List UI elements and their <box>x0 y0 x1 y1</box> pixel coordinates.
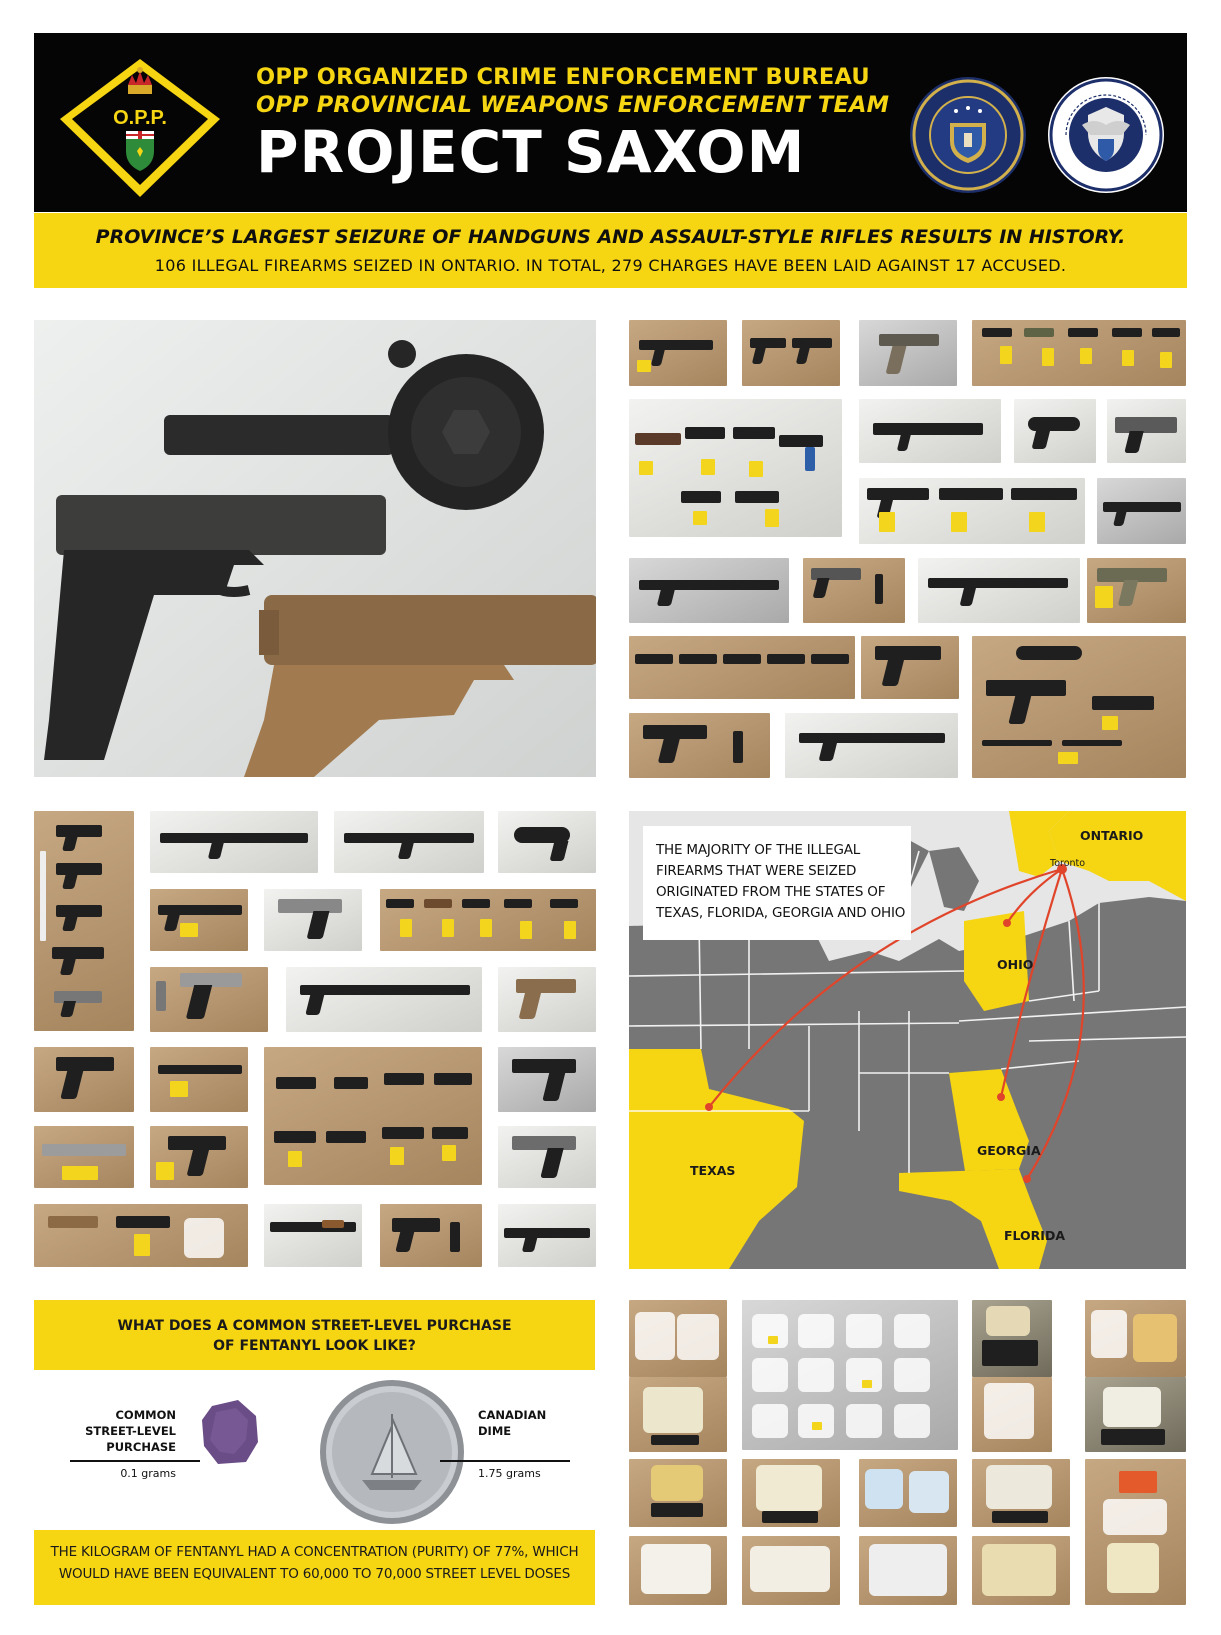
photo-seized-ar-rifle <box>918 558 1080 623</box>
fentanyl-footer-line: WOULD HAVE BEEN EQUIVALENT TO 60,000 TO 70,000 STREET LEVEL DOSES <box>58 1566 571 1582</box>
photo-seized-handgun-olive <box>1087 558 1186 623</box>
photo-seized-shotgun <box>498 1204 596 1267</box>
photo-seized-handgun-mag <box>629 713 770 778</box>
photo-seized-yellow-substance <box>629 1459 727 1527</box>
photo-seized-handguns-group <box>629 399 842 537</box>
photo-seized-powder-scale <box>1085 1377 1186 1452</box>
photo-seized-handgun-stainless <box>34 1126 134 1188</box>
photo-seized-handgun-black <box>34 1047 134 1112</box>
canadian-dime-image <box>318 1378 466 1526</box>
photo-seized-handgun-silver-slide <box>150 967 268 1032</box>
svg-text:O.P.P.: O.P.P. <box>113 107 167 129</box>
photo-seized-smg <box>859 399 1001 463</box>
banner-subline: 106 ILLEGAL FIREARMS SEIZED IN ONTARIO. IN TOTAL, 279 CHARGES HAVE BEEN LAID AGAINST 17 ACCUSED. <box>154 256 1067 275</box>
photo-seized-powder-array <box>742 1300 958 1450</box>
photo-seized-revolver <box>1014 399 1096 463</box>
photo-seized-handguns-three <box>859 478 1085 544</box>
photo-seized-handgun-silver <box>1107 399 1186 463</box>
photo-seized-rifle-suppressed <box>150 811 318 873</box>
photo-seized-handguns-row <box>380 889 596 951</box>
map-callout-line: TEXAS, FLORIDA, GEORGIA AND OHIO <box>656 905 906 921</box>
fentanyl-right-label: CANADIAN <box>478 1408 547 1422</box>
hsi-seal-logo <box>1046 75 1166 195</box>
photo-seized-smg-wood <box>150 889 248 951</box>
photo-seized-rifle-short <box>1097 478 1186 544</box>
photo-seized-handgun <box>859 320 957 386</box>
photo-seized-handgun-two-tone <box>264 889 362 951</box>
fentanyl-right-rule <box>440 1460 570 1462</box>
fentanyl-left-label: COMMON <box>115 1408 176 1422</box>
photo-seized-handguns-column <box>34 811 134 1031</box>
map-callout-line: FIREARMS THAT WERE SEIZED <box>656 863 857 879</box>
header-line-team: OPP PROVINCIAL WEAPONS ENFORCEMENT TEAM <box>256 92 890 118</box>
map-label-texas: TEXAS <box>690 1163 736 1178</box>
photo-seized-ak-rifle <box>264 1204 362 1267</box>
photo-seized-handguns-tagged <box>972 320 1186 386</box>
map-label-ohio: OHIO <box>997 957 1034 972</box>
fentanyl-footer-line: THE KILOGRAM OF FENTANYL HAD A CONCENTRATION (PURITY) OF 77%, WHICH <box>50 1544 579 1560</box>
fentanyl-left-label: STREET-LEVEL <box>85 1424 176 1438</box>
photo-seized-handgun-compact <box>150 1126 248 1188</box>
photo-seized-assault-rifle <box>629 558 789 623</box>
fentanyl-title-line: OF FENTANYL LOOK LIKE? <box>213 1338 416 1354</box>
photo-seized-rifle <box>629 320 727 386</box>
photo-seized-yellow-bag <box>972 1536 1070 1605</box>
photo-seized-handguns <box>742 320 840 386</box>
photo-seized-powder-pile <box>629 1536 727 1605</box>
photo-seized-handguns-grid <box>264 1047 482 1185</box>
map-callout-line: ORIGINATED FROM THE STATES OF <box>656 884 886 900</box>
photo-seized-handgun-grey <box>498 1047 596 1112</box>
photo-seized-pills-packs <box>1085 1459 1186 1605</box>
opp-badge-logo <box>56 55 224 201</box>
photo-seized-tray-powder <box>742 1536 840 1605</box>
photo-seized-handguns-five <box>629 636 855 699</box>
map-label-toronto: Toronto <box>1050 858 1086 869</box>
photo-seized-pills-bag <box>972 1377 1052 1452</box>
photo-seized-bag-labeled <box>859 1536 957 1605</box>
photo-seized-blue-bags <box>859 1459 957 1527</box>
photo-seized-pills-bags <box>1085 1300 1186 1377</box>
fentanyl-right-weight: 1.75 grams <box>478 1467 541 1480</box>
photo-seized-white-lump <box>742 1459 840 1527</box>
photo-seized-sks-rifle <box>286 967 482 1032</box>
banner-headline: PROVINCE’S LARGEST SEIZURE OF HANDGUNS AND ASSAULT-STYLE RIFLES RESULTS IN HISTORY. <box>95 226 1126 248</box>
photo-seized-powder-bags <box>629 1300 727 1377</box>
photo-seized-powder-brick <box>629 1377 727 1452</box>
photo-seized-labeled-lump <box>972 1459 1070 1527</box>
photo-seized-handgun-mag-2 <box>380 1204 482 1267</box>
fentanyl-left-weight: 0.1 grams <box>120 1467 176 1480</box>
photo-seized-scale-powder <box>972 1300 1052 1377</box>
photo-seized-smg-small <box>150 1047 248 1112</box>
photo-seized-handgun-tan <box>498 967 596 1032</box>
photo-seized-handgun-large <box>861 636 959 699</box>
fentanyl-sample-image <box>198 1398 262 1468</box>
photo-seized-revolver-2 <box>498 811 596 873</box>
photo-seized-handgun-silver-2 <box>498 1126 596 1188</box>
page-title: PROJECT SAXOM <box>256 118 806 186</box>
map-label-florida: FLORIDA <box>1004 1228 1066 1243</box>
map-label-ontario: ONTARIO <box>1080 828 1144 843</box>
map-callout-line: THE MAJORITY OF THE ILLEGAL <box>656 842 861 858</box>
photo-seized-tactical-rifle <box>334 811 484 873</box>
map-label-georgia: GEORGIA <box>977 1143 1041 1158</box>
atf-seal-logo <box>908 75 1028 195</box>
header-line-bureau: OPP ORGANIZED CRIME ENFORCEMENT BUREAU <box>256 64 870 90</box>
fentanyl-right-label: DIME <box>478 1424 512 1438</box>
photo-seized-handguns-bag <box>34 1204 248 1267</box>
fentanyl-left-rule <box>70 1460 200 1462</box>
photo-seized-ar-pistol <box>785 713 958 778</box>
photo-seized-smg-suppressor <box>972 636 1186 778</box>
fentanyl-left-label: PURCHASE <box>106 1440 176 1454</box>
headline-banner <box>34 213 1187 288</box>
fentanyl-title-line: WHAT DOES A COMMON STREET-LEVEL PURCHASE <box>117 1318 512 1334</box>
hero-photo-handguns <box>34 320 596 777</box>
photo-seized-handgun-magazine <box>803 558 905 623</box>
